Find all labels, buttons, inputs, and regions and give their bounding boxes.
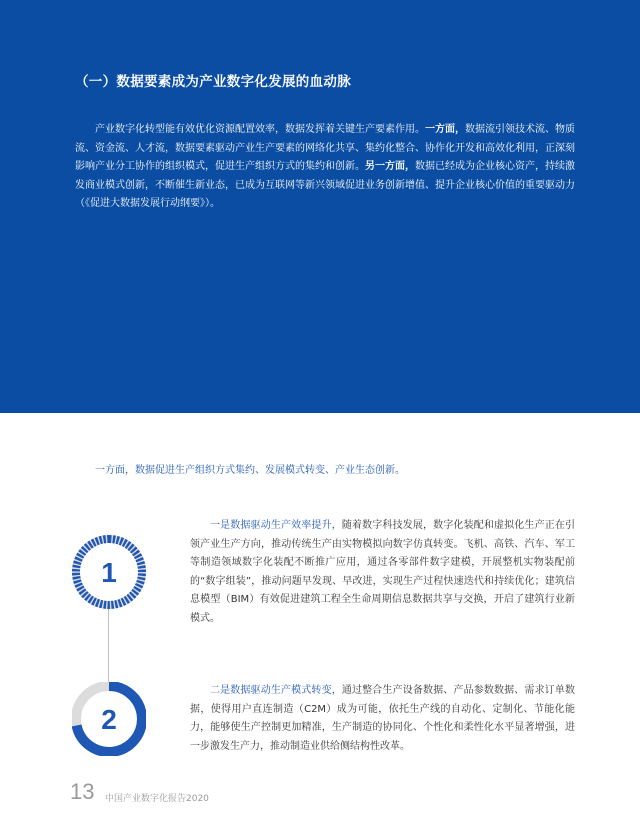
banner-bold-1: 一方面， (425, 124, 465, 135)
report-title: 中国产业数字化报告2020 (105, 794, 209, 804)
item-text-1: 随着数字科技发展，数字化装配和虚拟化生产正在引领产业生产方向，推动传统生产由实物模拟向数字仿真转变。飞机、高铁、汽车、军工等制造领域数字化装配不断推广应用，通过各零部件数字建模，开展整机实物装配前的“数字组装”，推动问题早发现、早改进，实现生产过程快速迭代和持续优化；建筑信息模型（BIM）有效促进建筑工程全生命周期信息数据共享与交换，开启了建筑行业新模式。 (190, 520, 576, 624)
banner-paragraph (75, 121, 575, 214)
item-lead-2: 二是数据驱动生产模式转变， (210, 685, 342, 696)
item-paragraph-1 (190, 517, 575, 628)
banner-bold-2: 另一方面， (365, 161, 415, 172)
banner-text-3: 数据已经成为企业核心资产，持续激发商业模式创新，不断催生新业态，已成为互联网等新兴领域促进业务创新增值、提升企业核心价值的重要驱动力（《促进大数据发展行动纲要》）。 (75, 161, 575, 209)
timeline-connector (108, 605, 109, 683)
page-number: 13 (70, 779, 95, 804)
item-lead-1: 一是数据驱动生产效率提升， (210, 520, 342, 531)
item-text-2: 通过整合生产设备数据、产品参数数据、需求订单数据，使得用户直连制造（C2M）成为可能，依托生产线的自动化、定制化、节能化能力，能够使生产控制更加精准，生产制造的协同化、个性化和柔性化水平显著增强，进一步激发生产力，推动制造业供给侧结构性改革。 (190, 685, 576, 752)
banner-text-1: 产业数字化转型能有效优化资源配置效率，数据发挥着关键生产要素作用。 (95, 124, 425, 135)
section-title: （一）数据要素成为产业数字化发展的血动脉 (75, 74, 351, 90)
intro-line: 一方面，数据促进生产组织方式集约、发展模式转变、产业生态创新。 (95, 465, 405, 476)
item-number-1: 1 (101, 557, 117, 588)
item-paragraph-2 (190, 682, 575, 756)
banner-text-2: 数据流引领技术流、物质流、资金流、人才流，数据要素驱动产业生产要素的网络化共享、集约化整合、协作化开发和高效化利用，正深刻影响产业分工协作的组织模式，促进生产组织方式的集约和创新。 (75, 124, 575, 172)
number-circle-2 (72, 682, 146, 756)
header-banner (0, 0, 640, 413)
item-number-2: 2 (101, 704, 117, 735)
number-circle-1 (72, 535, 146, 609)
